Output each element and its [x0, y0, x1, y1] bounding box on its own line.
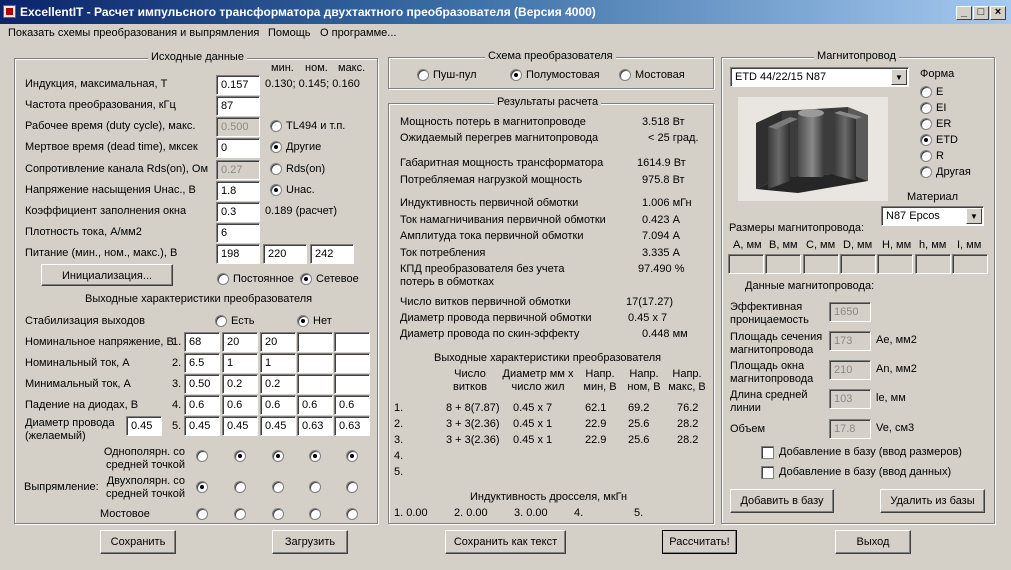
form-e-radio[interactable] — [920, 86, 932, 98]
form-ei-radio[interactable] — [920, 102, 932, 114]
form-etd-label: ETD — [936, 134, 958, 146]
dim-a-label: A, мм — [733, 239, 762, 251]
col-min-header: мин. — [271, 62, 294, 74]
rect-bridge-radio-2[interactable] — [234, 508, 246, 520]
out-row-1-label: Номинальное напряжение, В — [25, 336, 174, 348]
form-ei-label: EI — [936, 102, 947, 114]
amp-current-label: Амплитуда тока первичной обмотки — [400, 230, 584, 242]
core-select[interactable] — [730, 67, 909, 87]
supply-min-input[interactable]: 198 — [216, 244, 260, 264]
core-title: Магнитопровод — [814, 50, 899, 62]
le-label: Длина средней линии — [730, 389, 808, 414]
form-other-radio[interactable] — [920, 166, 932, 178]
turns-value: 17(17.27) — [626, 296, 674, 308]
save-as-text-label: Сохранить как текст — [453, 536, 558, 548]
res-row-1-num: 1. — [394, 402, 404, 414]
out-current-2[interactable]: 1 — [222, 353, 258, 373]
wire-desired-input[interactable]: 0.45 — [126, 416, 162, 436]
close-button[interactable]: × — [990, 6, 1006, 20]
out-row-2-num: 2. — [172, 357, 182, 369]
le-unit: le, мм — [876, 392, 906, 404]
form-other-label: Другая — [936, 166, 971, 178]
h-umax: Напр. макс, В — [668, 368, 706, 393]
rect-label: Выпрямление: — [24, 481, 99, 493]
tl494-radio[interactable] — [270, 120, 282, 132]
mag-current-label: Ток намагничивания первичной обмотки — [400, 214, 606, 226]
load-power-label: Потребляемая нагрузкой мощность — [400, 174, 583, 186]
maximize-button[interactable]: □ — [973, 6, 989, 20]
dead-time-input[interactable]: 0 — [216, 138, 260, 158]
stab-yes-radio[interactable] — [215, 315, 227, 327]
stabilization-label: Стабилизация выходов — [25, 315, 145, 327]
form-er-radio[interactable] — [920, 118, 932, 130]
res-row-1-turns: 8 + 8(7.87) — [446, 402, 500, 414]
add-data-checkbox[interactable] — [761, 466, 774, 479]
efficiency-value: 97.490 % — [638, 263, 685, 275]
wire-diam-1[interactable]: 0.45 — [184, 416, 220, 436]
minimize-button[interactable]: _ — [956, 6, 972, 20]
form-r-radio[interactable] — [920, 150, 932, 162]
exit-button[interactable] — [835, 530, 911, 554]
form-etd-radio[interactable] — [920, 134, 932, 146]
induction-hint: 0.130; 0.145; 0.160 — [265, 78, 360, 90]
res-row-3-turns: 3 + 3(2.36) — [446, 434, 500, 446]
dead-time-label: Мертвое время (dead time), мксек — [25, 141, 198, 153]
rect-half-radio-3[interactable] — [272, 450, 284, 462]
freq-label: Частота преобразования, кГц — [25, 99, 176, 111]
app-icon — [3, 5, 16, 18]
out-voltage-3[interactable]: 20 — [260, 332, 296, 352]
res-row-1-unom: 69.2 — [628, 402, 650, 414]
res-row-5-num: 5. — [394, 466, 404, 478]
rect-half-radio-2[interactable] — [234, 450, 246, 462]
out-voltage-4[interactable] — [297, 332, 333, 352]
calculate-button[interactable] — [662, 530, 737, 554]
out-min-current-1[interactable]: 0.50 — [184, 374, 220, 394]
rect-half-label: Однополярн. со средней точкой — [103, 446, 185, 471]
out-voltage-2[interactable]: 20 — [222, 332, 258, 352]
core-data-label: Данные магнитопровода: — [745, 280, 875, 292]
rds-input[interactable]: 0.27 — [216, 160, 260, 180]
efficiency-label: КПД преобразователя без учета потерь в обмотках — [400, 263, 565, 288]
other-radio-label: Другие — [286, 141, 322, 153]
rect-full-radio-4[interactable] — [309, 481, 321, 493]
half-bridge-label: Полумостовая — [526, 69, 600, 81]
push-pull-label: Пуш-пул — [433, 69, 477, 81]
core-select-value: ETD 44/22/15 N87 — [735, 71, 827, 83]
out-row-4-label: Падение на диодах, В — [25, 399, 139, 411]
scheme-title: Схема преобразователя — [485, 50, 616, 62]
other-radio[interactable] — [270, 141, 282, 153]
stab-no-radio[interactable] — [297, 315, 309, 327]
dim-h-input[interactable] — [877, 254, 913, 274]
dims-label: Размеры магнитопровода: — [729, 222, 865, 234]
diode-drop-1[interactable]: 0.6 — [184, 395, 220, 415]
ve-input[interactable]: 17.8 — [829, 419, 871, 439]
dim-d-label: D, мм — [843, 239, 873, 251]
add-to-db-label: Добавить в базу — [740, 495, 824, 507]
fill-factor-input[interactable]: 0.3 — [216, 202, 260, 222]
rect-bridge-radio-1[interactable] — [196, 508, 208, 520]
menu-show-schemes[interactable]: Показать схемы преобразования и выпрямления — [8, 27, 260, 39]
cons-current-label: Ток потребления — [400, 247, 486, 259]
res-row-2-unom: 25.6 — [628, 418, 650, 430]
an-unit: An, мм2 — [876, 363, 917, 375]
title-bar — [0, 0, 1011, 24]
form-label: Форма — [920, 68, 955, 80]
material-select[interactable] — [881, 206, 984, 226]
current-density-input[interactable]: 6 — [216, 223, 260, 243]
out-row-1-num: 1. — [172, 336, 182, 348]
form-r-label: R — [936, 150, 944, 162]
col-max-header: макс. — [338, 62, 366, 74]
out-min-current-2[interactable]: 0.2 — [222, 374, 258, 394]
res-row-1-umin: 62.1 — [585, 402, 607, 414]
form-er-label: ER — [936, 118, 952, 130]
usat-radio[interactable] — [270, 184, 282, 196]
usat-input[interactable]: 1.8 — [216, 181, 260, 201]
skin-label: Диаметр провода по скин-эффекту — [400, 328, 580, 340]
out-current-1[interactable]: 6.5 — [184, 353, 220, 373]
gab-power-label: Габаритная мощность трансформатора — [400, 157, 604, 169]
init-button[interactable] — [41, 264, 173, 286]
dim-a-input[interactable] — [728, 254, 764, 274]
ae-label: Площадь сечения магнитопровода — [730, 331, 823, 356]
save-button[interactable] — [100, 530, 176, 554]
an-input[interactable]: 210 — [829, 360, 871, 380]
choke-5: 5. — [634, 507, 644, 519]
core-loss-label: Мощность потерь в магнитопроводе — [400, 116, 586, 128]
res-row-3-diam: 0.45 x 1 — [513, 434, 553, 446]
induction-input[interactable]: 0.157 — [216, 75, 260, 95]
etd-core-picture — [738, 97, 888, 201]
ae-unit: Ae, мм2 — [876, 334, 917, 346]
outputs-title: Выходные характеристики преобразователя — [85, 293, 313, 305]
wire-diam-2[interactable]: 0.45 — [222, 416, 258, 436]
menu-help[interactable]: Помощь — [268, 27, 311, 39]
stab-yes-label: Есть — [231, 315, 255, 327]
rect-half-radio-1[interactable] — [196, 450, 208, 462]
res-row-2-umax: 28.2 — [677, 418, 699, 430]
choke-3: 3. 0.00 — [514, 507, 548, 519]
add-to-db-button[interactable] — [730, 489, 834, 513]
bridge-radio[interactable] — [619, 69, 631, 81]
out-row-4-num: 4. — [172, 399, 182, 411]
out-results-title: Выходные характеристики преобразователя — [434, 352, 662, 364]
material-select-arrow-icon[interactable]: ▼ — [966, 208, 982, 224]
form-e-label: E — [936, 86, 944, 98]
freq-input[interactable]: 87 — [216, 96, 260, 116]
rect-bridge-radio-5[interactable] — [346, 508, 358, 520]
half-bridge-radio[interactable] — [510, 69, 522, 81]
supply-label: Питание (мин., ном., макс.), В — [25, 247, 178, 259]
menu-about[interactable]: О программе... — [320, 27, 397, 39]
menu-bar — [0, 24, 1011, 42]
le-input[interactable]: 103 — [829, 389, 871, 409]
wire-diam-4[interactable]: 0.63 — [297, 416, 333, 436]
col-nom-header: ном. — [305, 62, 328, 74]
ae-input[interactable]: 173 — [829, 331, 871, 351]
dim-c-input[interactable] — [803, 254, 839, 274]
out-voltage-1[interactable]: 68 — [184, 332, 220, 352]
stab-no-label: Нет — [313, 315, 332, 327]
dim-b-label: B, мм — [769, 239, 798, 251]
choke-2: 2. 0.00 — [454, 507, 488, 519]
rds-label: Сопротивление канала Rds(on), Ом — [25, 163, 209, 175]
dim-b-input[interactable] — [765, 254, 801, 274]
diode-drop-3[interactable]: 0.6 — [260, 395, 296, 415]
overheat-label: Ожидаемый перегрев магнитопровода — [400, 132, 599, 144]
rect-half-radio-4[interactable] — [309, 450, 321, 462]
duty-label: Рабочее время (duty cycle), макс. — [25, 120, 196, 132]
h-turns: Число витков — [453, 368, 487, 393]
out-min-current-4[interactable] — [297, 374, 333, 394]
wire-diam-3[interactable]: 0.45 — [260, 416, 296, 436]
res-row-2-num: 2. — [394, 418, 404, 430]
rect-bridge-radio-4[interactable] — [309, 508, 321, 520]
h-unom: Напр. ном, В — [627, 368, 661, 393]
res-row-3-umin: 22.9 — [585, 434, 607, 446]
material-select-value: N87 Epcos — [886, 210, 940, 222]
delete-from-db-button[interactable] — [880, 489, 985, 513]
rect-full-radio-3[interactable] — [272, 481, 284, 493]
input-data-title: Исходные данные — [148, 51, 247, 63]
supply-nom-input[interactable]: 220 — [263, 244, 307, 264]
h-umin: Напр. мин, В — [583, 368, 617, 393]
out-row-2-label: Номинальный ток, А — [25, 357, 130, 369]
induction-label: Индукция, максимальная, Т — [25, 78, 168, 90]
an-label: Площадь окна магнитопровода — [730, 360, 814, 385]
fill-factor-hint: 0.189 (расчет) — [265, 205, 338, 217]
out-current-3[interactable]: 1 — [260, 353, 296, 373]
diode-drop-2[interactable]: 0.6 — [222, 395, 258, 415]
dim-c-label: C, мм — [806, 239, 836, 251]
turns-label: Число витков первичной обмотки — [400, 296, 571, 308]
mag-current-value: 0.423 А — [642, 214, 680, 226]
load-button[interactable] — [272, 530, 348, 554]
add-dims-checkbox[interactable] — [761, 446, 774, 459]
out-voltage-5[interactable] — [334, 332, 370, 352]
rect-full-radio-1[interactable] — [196, 481, 208, 493]
core-image — [738, 97, 888, 201]
res-row-2-turns: 3 + 3(2.36) — [446, 418, 500, 430]
current-density-label: Плотность тока, А/мм2 — [25, 226, 142, 238]
out-min-current-3[interactable]: 0.2 — [260, 374, 296, 394]
res-row-2-diam: 0.45 x 1 — [513, 418, 553, 430]
skin-value: 0.448 мм — [642, 328, 688, 340]
diode-drop-4[interactable]: 0.6 — [297, 395, 333, 415]
res-row-3-unom: 25.6 — [628, 434, 650, 446]
choke-title: Индуктивность дросселя, мкГн — [470, 491, 628, 503]
diode-drop-5[interactable]: 0.6 — [334, 395, 370, 415]
cons-current-value: 3.335 А — [642, 247, 680, 259]
usat-label: Напряжение насыщения Uнас., В — [25, 184, 196, 196]
ve-label: Объем — [730, 423, 766, 435]
exit-button-label: Выход — [856, 536, 890, 548]
push-pull-radio[interactable] — [417, 69, 429, 81]
out-row-5-num: 5. — [172, 420, 182, 432]
out-row-3-label: Минимальный ток, А — [25, 378, 131, 390]
h-diam: Диаметр мм х число жил — [502, 368, 574, 393]
supply-max-input[interactable]: 242 — [310, 244, 354, 264]
rect-bridge-label: Мостовое — [100, 508, 150, 520]
out-current-5[interactable] — [334, 353, 370, 373]
out-row-3-num: 3. — [172, 378, 182, 390]
core-loss-value: 3.518 Вт — [642, 116, 685, 128]
supply-ac-label: Сетевое — [316, 273, 359, 285]
wire-value: 0.45 x 7 — [628, 312, 668, 324]
dim-i-input[interactable] — [952, 254, 988, 274]
results-title: Результаты расчета — [494, 96, 601, 108]
delete-from-db-label: Удалить из базы — [890, 495, 975, 507]
supply-ac-radio[interactable] — [300, 273, 312, 285]
bridge-label: Мостовая — [635, 69, 685, 81]
dim-i-label: I, мм — [957, 239, 982, 251]
res-row-3-umax: 28.2 — [677, 434, 699, 446]
save-as-text-button[interactable] — [445, 530, 566, 554]
core-select-arrow-icon[interactable]: ▼ — [891, 69, 907, 85]
rds-radio[interactable] — [270, 163, 282, 175]
add-dims-label: Добавление в базу (ввод размеров) — [779, 446, 962, 458]
supply-dc-label: Постоянное — [233, 273, 294, 285]
tl494-radio-label: TL494 и т.п. — [286, 120, 346, 132]
dim-h2-label: h, мм — [919, 239, 947, 251]
overheat-value: < 25 град. — [648, 132, 699, 144]
wire-label: Диаметр провода первичной обмотки — [400, 312, 592, 324]
res-row-2-umin: 22.9 — [585, 418, 607, 430]
rect-full-label: Двухполярн. со средней точкой — [105, 475, 185, 500]
mu-label: Эффективная проницаемость — [730, 301, 809, 326]
res-row-3-num: 3. — [394, 434, 404, 446]
add-data-label: Добавление в базу (ввод данных) — [779, 466, 952, 478]
res-row-1-umax: 76.2 — [677, 402, 699, 414]
calculate-label: Рассчитать! — [669, 536, 730, 548]
duty-input[interactable]: 0.500 — [216, 117, 260, 137]
choke-4: 4. — [574, 507, 584, 519]
dim-h2-input[interactable] — [915, 254, 951, 274]
material-label: Материал — [907, 191, 958, 203]
wire-diam-5[interactable]: 0.63 — [334, 416, 370, 436]
gab-power-value: 1614.9 Вт — [637, 157, 686, 169]
supply-dc-radio[interactable] — [217, 273, 229, 285]
usat-radio-label: Uнас. — [286, 184, 315, 196]
ve-unit: Ve, см3 — [876, 422, 915, 434]
choke-1: 1. 0.00 — [394, 507, 428, 519]
dim-h-label: H, мм — [882, 239, 912, 251]
fill-factor-label: Коэффициент заполнения окна — [25, 205, 187, 217]
mu-input[interactable]: 1650 — [829, 302, 871, 322]
rect-bridge-radio-3[interactable] — [272, 508, 284, 520]
init-button-label: Инициализация... — [62, 270, 152, 282]
save-button-label: Сохранить — [110, 536, 166, 548]
rect-full-radio-5[interactable] — [346, 481, 358, 493]
out-current-4[interactable] — [297, 353, 333, 373]
load-power-value: 975.8 Вт — [642, 174, 685, 186]
amp-current-value: 7.094 А — [642, 230, 680, 242]
res-row-1-diam: 0.45 x 7 — [513, 402, 553, 414]
res-row-4-num: 4. — [394, 450, 404, 462]
rect-half-radio-5[interactable] — [346, 450, 358, 462]
window-title: ExcellentIT - Расчет импульсного трансформатора двухтактного преобразователя (Версия 4000) — [20, 5, 596, 19]
rds-radio-label: Rds(on) — [286, 163, 326, 175]
out-row-5-label: Диаметр провода (желаемый) — [25, 417, 115, 442]
inductance-label: Индуктивность первичной обмотки — [400, 197, 579, 209]
load-button-label: Загрузить — [284, 536, 336, 548]
rect-full-radio-2[interactable] — [234, 481, 246, 493]
dim-d-input[interactable] — [840, 254, 876, 274]
inductance-value: 1.006 мГн — [642, 197, 692, 209]
out-min-current-5[interactable] — [334, 374, 370, 394]
